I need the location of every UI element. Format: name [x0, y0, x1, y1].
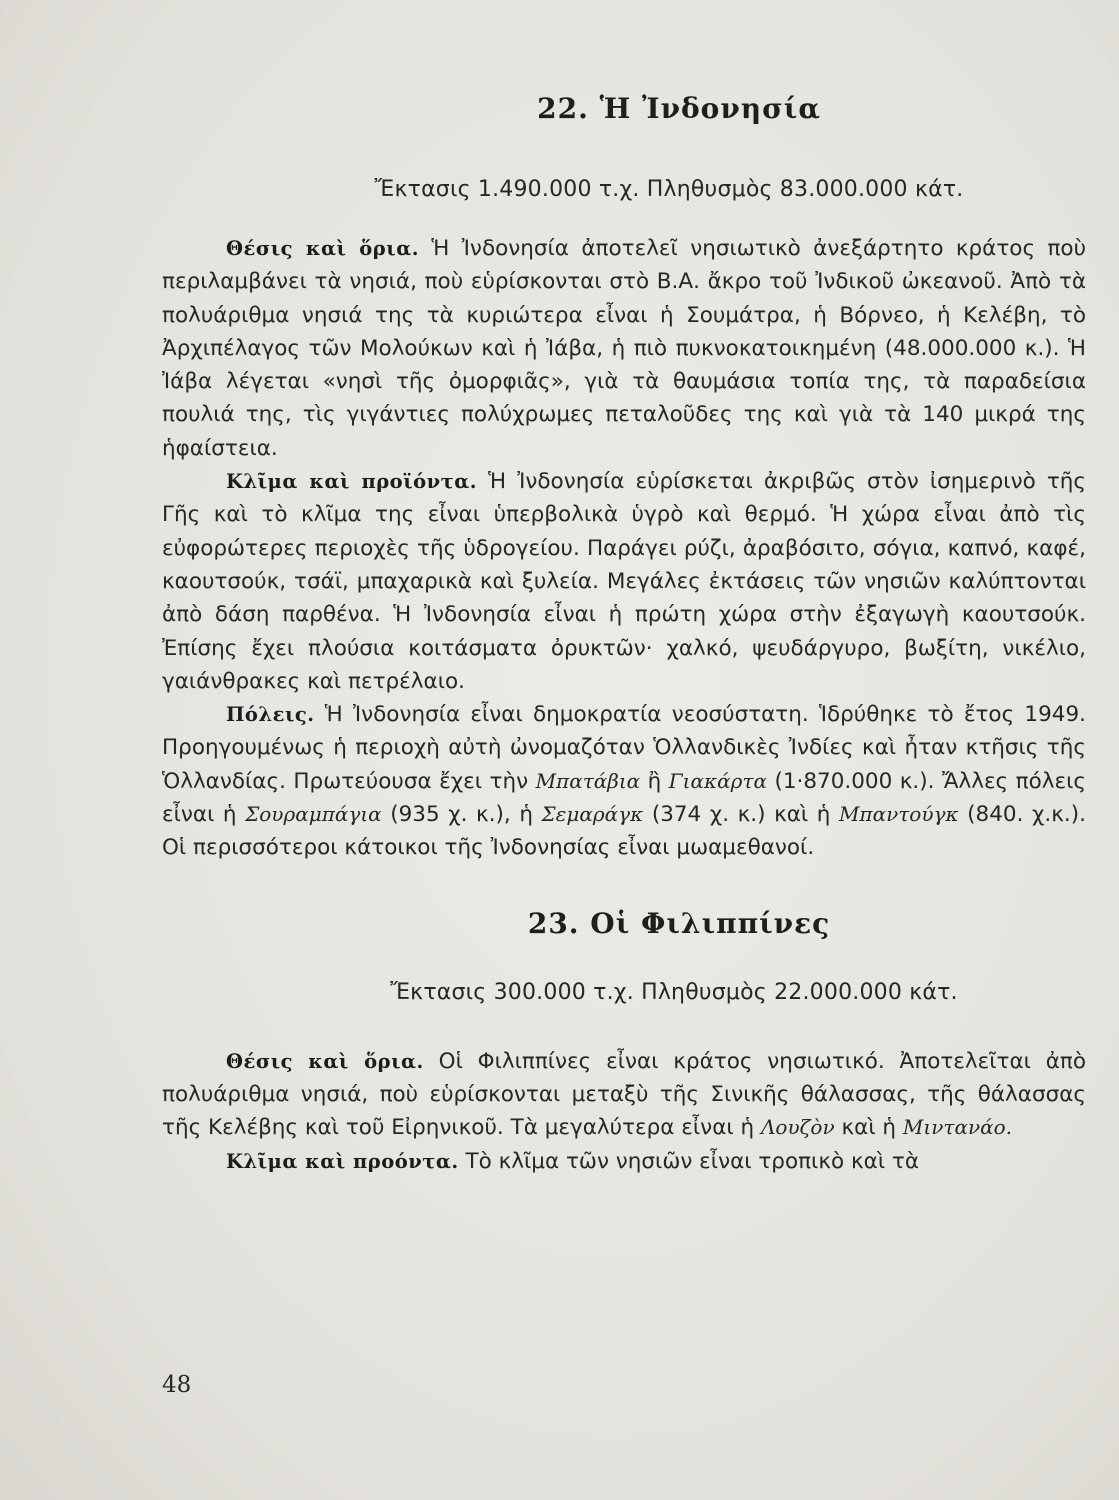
paragraph-text: (935 χ. κ.), ἡ — [390, 802, 533, 828]
paragraph-heading: Κλῖμα καὶ προϊόντα. — [226, 470, 478, 494]
section-23-climate-paragraph — [162, 1145, 1086, 1178]
paragraph-heading: Πόλεις. — [226, 703, 315, 727]
section-23-title: 23. Οἱ Φιλιππίνες — [527, 906, 831, 940]
city-name: Γιακάρτα — [668, 768, 767, 793]
section-23-stats: Ἔκτασις 300.000 τ.χ. Πληθυσμὸς 22.000.000 κάτ. — [390, 979, 958, 1005]
paragraph-text: Ἡ Ἰνδονησία εὑρίσκεται ἀκριβῶς στὸν ἰσημερινὸ τῆς Γῆς καὶ τὸ κλῖμα της εἶναι ὑπερβολικὰ ὑγρὸ καὶ θερμό. Ἡ χώρα εἶναι ἀπὸ τὶς εὐφορώτερες περιοχὲς τῆς ὑδρογείου. Παράγει ρύζι, ἀραβόσιτο, σόγια, καπνό, καφέ, καουτσούκ, τσάϊ, μπαχαρικὰ καὶ ξυλεία. Μεγάλες ἐκτάσεις τῶν νησιῶν καλύπτονται ἀπὸ δάση παρθένα. Ἡ Ἰνδονησία εἶναι ἡ πρώτη χώρα στὴν ἐξαγωγὴ καουτσούκ. Ἐπίσης ἔχει πλούσια κοιτάσματα ὀρυκτῶν· χαλκό, ψευδάργυρο, βωξίτη, νικέλιο, γαιάνθρακες καὶ πετρέλαιο. — [162, 469, 1087, 694]
section-22-stats: Ἔκτασις 1.490.000 τ.χ. Πληθυσμὸς 83.000.000 κάτ. — [374, 177, 964, 202]
island-name: Λουζὸν — [760, 1115, 835, 1140]
paragraph-text: (840. χ.κ.). Οἱ περισσότεροι κάτοικοι τῆς Ἰνδονησίας εἶναι μωαμεθανοί. — [162, 802, 1086, 861]
paragraph-text: (374 χ. κ.) καὶ ἡ — [651, 802, 831, 828]
paragraph-heading: Κλῖμα καὶ προόντα. — [226, 1149, 459, 1173]
island-name: Μιντανάο. — [902, 1115, 1013, 1140]
city-name: Σεμαράγκ — [541, 802, 644, 827]
page-content — [162, 92, 1086, 1178]
city-name: Μπαντούγκ — [838, 802, 959, 827]
city-name: Μπατάβια — [535, 768, 641, 793]
paragraph-text: Οἱ Φιλιππίνες εἶναι κράτος νησιωτικό. Ἀποτελεῖται ἀπὸ πολυάριθμα νησιά, ποὺ εὑρίσκονται μεταξὺ τῆς Σινικῆς θάλασσας, τῆς θάλασσας τῆς Κελέβης καὶ τοῦ Εἰρηνικοῦ. Τὰ μεγαλύτερα εἶναι ἡ — [162, 1048, 1087, 1141]
paragraph-heading: Θέσις καὶ ὅρια. — [226, 1049, 424, 1073]
section-22-position-paragraph — [162, 232, 1086, 465]
paragraph-text: καὶ ἡ — [841, 1115, 897, 1141]
section-22-title: 22. Ἡ Ἰνδονησία — [537, 92, 821, 125]
paragraph-text: (1·870.000 κ.). Ἄλλες πόλεις εἶναι ἡ — [162, 768, 1086, 828]
paragraph-text: ἢ — [647, 768, 662, 794]
section-22-cities-paragraph — [162, 698, 1086, 864]
section-22-climate-paragraph — [162, 465, 1086, 698]
paragraph-text: Ἡ Ἰνδονησία ἀποτελεῖ νησιωτικὸ ἀνεξάρτητο κράτος ποὺ περιλαμβάνει τὰ νησιά, ποὺ εὑρίσκονται στὸ Β.Α. ἄκρο τοῦ Ἰνδικοῦ ὠκεανοῦ. Ἀπὸ τὰ πολυάριθμα νησιά της τὰ κυριώτερα εἶναι ἡ Σουμάτρα, ἡ Βόρνεο, ἡ Κελέβη, τὸ Ἀρχιπέλαγος τῶν Μολούκων καὶ ἡ Ἰάβα, ἡ πιὸ πυκνοκατοικημένη (48.000.000 κ.). Ἡ Ἰάβα λέγεται «νησὶ τῆς ὀμορφιᾶς», γιὰ τὰ θαυμάσια τοπία της, τὰ παραδείσια πουλιά της, τὶς γιγάντιες πολύχρωμες πεταλοῦδες της καὶ γιὰ τὰ 140 μικρά της ἡφαίστεια. — [162, 236, 1087, 461]
paragraph-text: Τὸ κλῖμα τῶν νησιῶν εἶναι τροπικὸ καὶ τὰ — [465, 1148, 920, 1174]
paragraph-heading: Θέσις καὶ ὅρια. — [226, 237, 419, 260]
paragraph-text: Ἡ Ἰνδονησία εἶναι δημοκρατία νεοσύστατη. Ἱδρύθηκε τὸ ἔτος 1949. Προηγουμένως ἡ περιοχὴ αὐτὴ ὠνομαζόταν Ὁλλανδικὲς Ἰνδίες καὶ ἦταν κτῆσις τῆς Ὁλλανδίας. Πρωτεύουσα ἔχει τὴν — [162, 702, 1086, 794]
page-number: 48 — [162, 1372, 192, 1398]
city-name: Σουραμπάγια — [245, 802, 382, 827]
section-23-position-paragraph — [162, 1045, 1086, 1145]
